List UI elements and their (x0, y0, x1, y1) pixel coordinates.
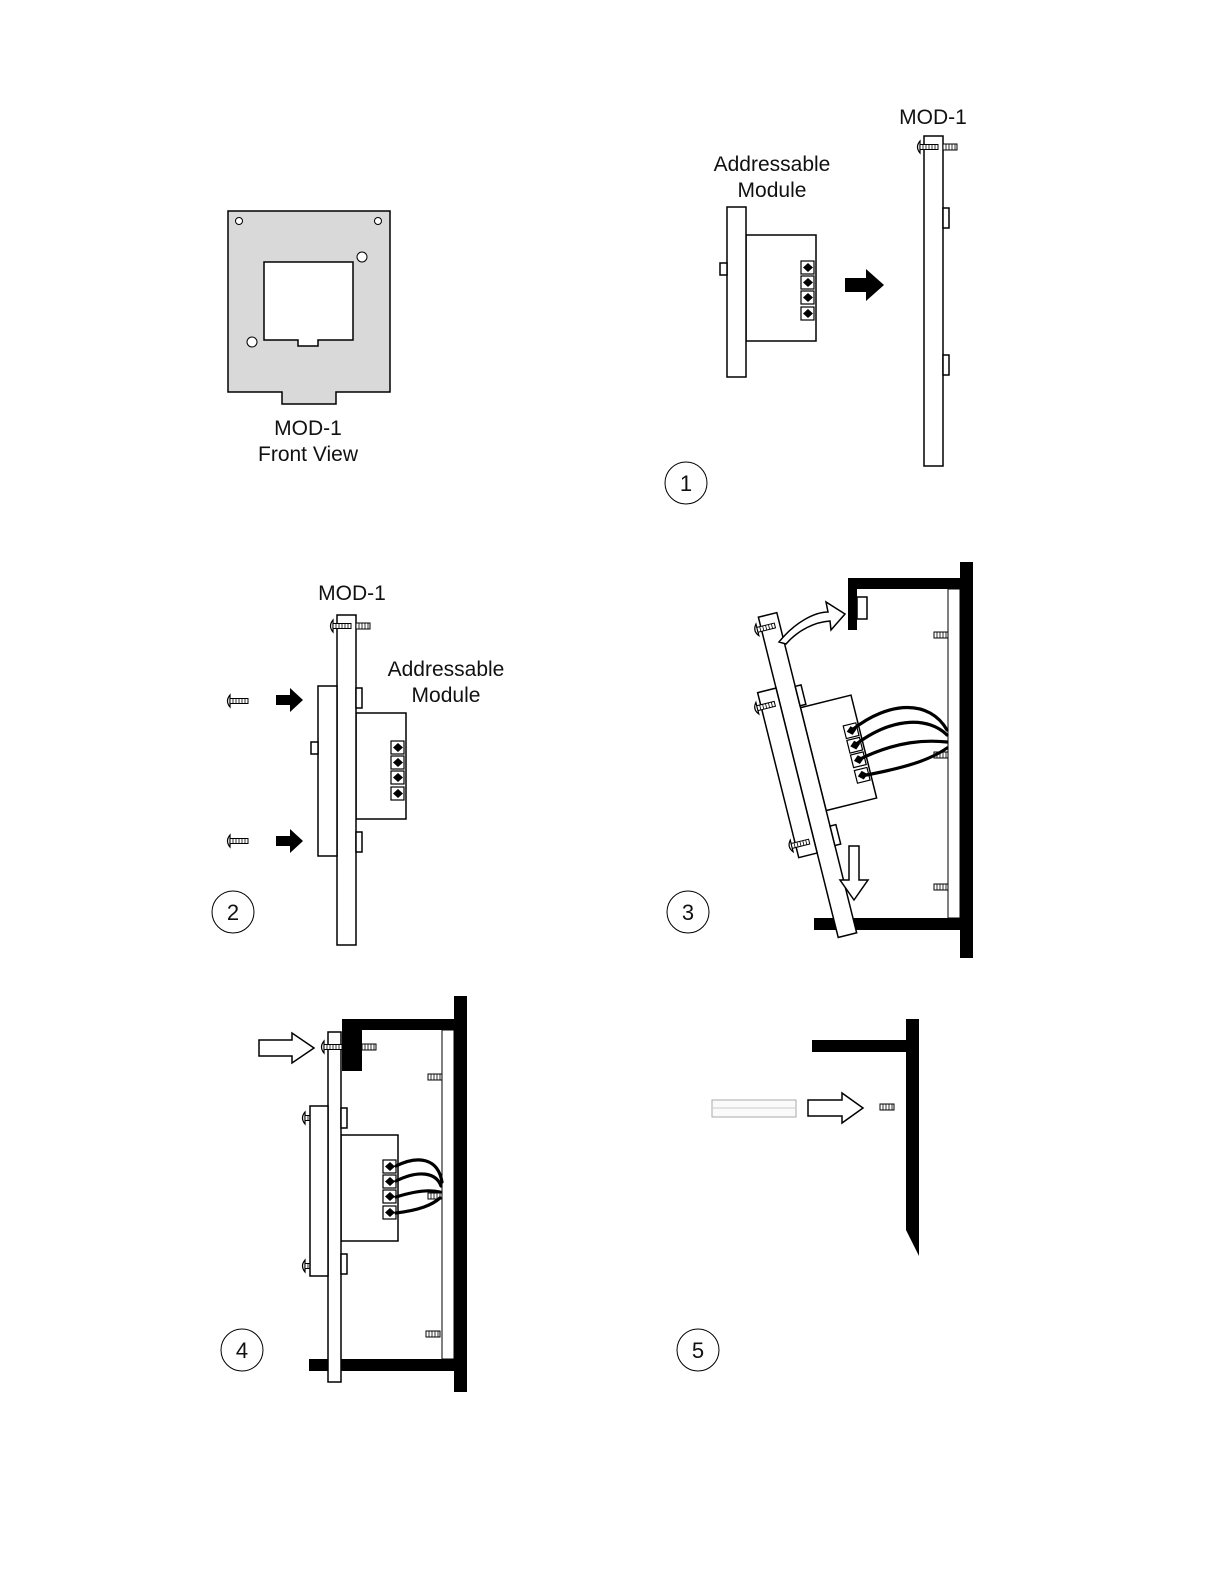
mounting-hole (357, 252, 367, 262)
box-tab (857, 597, 867, 619)
terminal (391, 787, 404, 800)
terminal (383, 1206, 396, 1219)
front-view-figure (228, 211, 390, 466)
addressable-module-faceplate (310, 1106, 328, 1276)
step4-figure (221, 996, 467, 1392)
terminal (801, 307, 814, 320)
screw-icon (228, 695, 249, 707)
box-screw (426, 1331, 440, 1337)
back-box-wall (960, 562, 973, 958)
plate-tab (356, 832, 362, 852)
mod1-plate-side (924, 136, 943, 466)
step2-figure (212, 582, 504, 945)
step2-plate-label: MOD-1 (318, 582, 386, 605)
step5-number: 5 (691, 1338, 705, 1363)
plate-tab (356, 688, 362, 708)
plate-tab (943, 208, 949, 228)
back-box-top-flange (812, 1040, 906, 1052)
back-box-top-lip (342, 1019, 362, 1071)
module-nub (311, 742, 318, 754)
standoff (362, 1044, 376, 1050)
insert-arrow (845, 269, 884, 301)
terminal (801, 291, 814, 304)
terminal (383, 1160, 396, 1173)
box-screw (880, 1104, 894, 1110)
mod1-front-window (264, 262, 353, 346)
back-box-wall (454, 996, 467, 1392)
box-screw (428, 1074, 442, 1080)
plate-tab (943, 355, 949, 375)
back-box-top-lip (848, 578, 857, 630)
front-view-label-line1: MOD-1 (274, 417, 342, 440)
step2-module-label-line1: Addressable (387, 658, 505, 681)
mounting-hole (236, 218, 243, 225)
front-view-label-line2: Front View (258, 443, 358, 466)
terminal (801, 276, 814, 289)
step4-number: 4 (235, 1338, 249, 1363)
box-inner-edge (948, 589, 960, 918)
mounting-hole (375, 218, 382, 225)
terminal (391, 741, 404, 754)
screw-icon (228, 835, 249, 847)
addressable-module-faceplate (727, 207, 746, 377)
step3-figure (667, 562, 973, 958)
addressable-module-faceplate (318, 686, 337, 856)
mounting-hole (247, 337, 257, 347)
install-arrow (808, 1093, 863, 1123)
step5-figure (677, 1019, 919, 1371)
wire (396, 1198, 440, 1213)
box-screw (934, 632, 948, 638)
screw-arrow (276, 829, 303, 853)
rotate-arrow (779, 602, 845, 644)
step2-number: 2 (226, 900, 240, 925)
step1-figure (665, 106, 967, 504)
terminal (391, 756, 404, 769)
standoff (943, 144, 957, 150)
step1-module-label-line1: Addressable (713, 153, 831, 176)
step3-number: 3 (681, 900, 695, 925)
box-inner-edge (442, 1030, 454, 1359)
back-box-wall-partial (906, 1019, 919, 1256)
standoff (356, 623, 370, 629)
mod1-plate-side (337, 615, 356, 945)
wire (396, 1174, 441, 1186)
step1-plate-label: MOD-1 (899, 106, 967, 129)
mod1-plate-side (328, 1032, 341, 1382)
step1-number: 1 (679, 471, 693, 496)
terminal (383, 1190, 396, 1203)
screw-arrow (276, 688, 303, 712)
terminal (383, 1175, 396, 1188)
terminal (801, 261, 814, 274)
back-box-top-flange (848, 578, 960, 589)
plate-tab (341, 1254, 347, 1274)
terminal (391, 771, 404, 784)
plate-tab (341, 1108, 347, 1128)
push-arrow (259, 1033, 314, 1063)
box-screw (934, 884, 948, 890)
step1-module-label-line2: Module (737, 179, 807, 202)
step2-module-label-line2: Module (411, 684, 481, 707)
module-nub (720, 263, 727, 275)
